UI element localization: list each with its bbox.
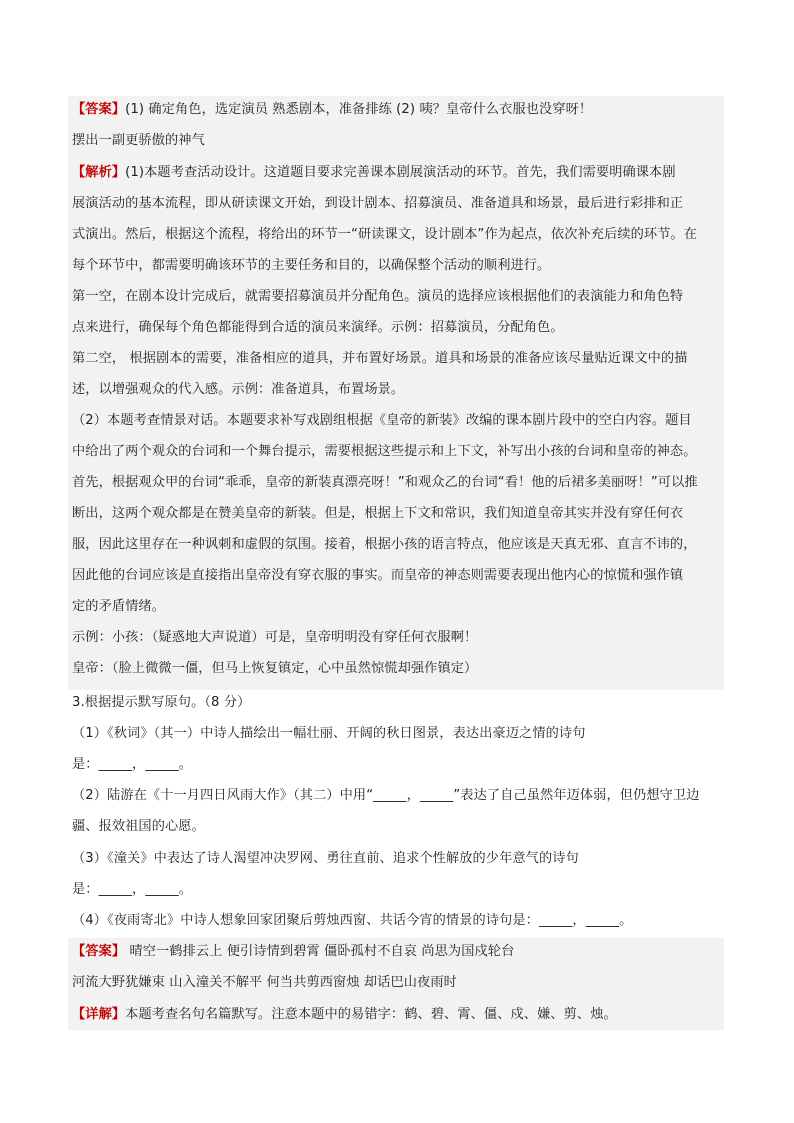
answer-line-1 [72,100,592,120]
answer-tag: 【答案】 [72,102,126,117]
question-line: （4）《夜雨寄北》中诗人想象回家团聚后剪烛西窗、共话今宵的情景的诗句是：_____，_____。 [72,913,633,928]
question-line: （2）陆游在《十一月四日风雨大作》（其二）中用“_____，_____”表达了自己虽然年迈体弱，但仍想守卫边 [72,788,700,803]
analysis-line: 皇帝：（脸上微微一僵，但马上恢复镇定，心中虽然惊慌却强作镇定） [72,661,478,676]
analysis-line-1 [72,163,676,183]
analysis-line: 服，因此这里存在一种讽刺和虚假的氛围。接着，根据小孩的语言特点，他应该是天真无邪、直言不讳的， [72,537,697,552]
detail-text: 本题考查名句名篇默写。注意本题中的易错字：鹤、碧、霄、僵、戍、嫌、剪、烛。 [125,1007,617,1022]
detail-tag: 【详解】 [72,1007,126,1022]
analysis-line: 第一空，在剧本设计完成后，就需要招募演员并分配角色。演员的选择应该根据他们的表演能力和角色特 [72,289,684,304]
analysis-line: 断出，这两个观众都是在赞美皇帝的新装。但是，根据上下文和常识，我们知道皇帝其实并没有穿任何衣 [72,506,684,521]
analysis-line: 定的矛盾情绪。 [72,599,166,614]
detail-line [72,1005,617,1025]
analysis-tag: 【解析】 [72,165,126,180]
analysis-text: (1)本题考查活动设计。这道题目要求完善课本剧展演活动的环节。首先，我们需要明确课本剧 [125,165,676,180]
answer-text: (1) 确定角色，选定演员 熟悉剧本，准备排练 (2) 咦？皇帝什么衣服也没穿呀！ [125,102,593,117]
analysis-line: 中给出了两个观众的台词和一个舞台提示，需要根据这些提示和上下文，补写出小孩的台词和皇帝的神态。 [72,444,697,459]
question-line: 是：_____，_____。 [72,757,193,772]
analysis-line: 每个环节中，都需要明确该环节的主要任务和目的，以确保整个活动的顺利进行。 [72,258,551,273]
analysis-line: 式演出。然后，根据这个流程，将给出的环节一“研读课文，设计剧本”作为起点，依次补充后续的环节。在 [72,227,698,242]
answer2-text: 晴空一鹤排云上 便引诗情到碧霄 僵卧孤村不自哀 尚思为国戍轮台 [125,944,515,959]
analysis-line: 首先，根据观众甲的台词“乖乖，皇帝的新装真漂亮呀！”和观众乙的台词“看！他的后裙多美丽呀！”可以推 [72,475,698,490]
analysis-line: 展演活动的基本流程，即从研读课文开始，到设计剧本、招募演员、准备道具和场景，最后进行彩排和正 [72,196,684,211]
answer2-line-1 [72,942,514,962]
analysis-line: （2）本题考查情景对话。本题要求补写戏剧组根据《皇帝的新装》改编的课本剧片段中的空白内容。题目 [72,413,692,428]
question-line: 是：_____，_____。 [72,882,193,897]
question-line: 疆、报效祖国的心愿。 [72,819,205,834]
answer2-tag: 【答案】 [72,944,126,959]
answer-line-2: 摆出一副更骄傲的神气 [72,133,205,148]
analysis-line: 因此他的台词应该是直接指出皇帝没有穿衣服的事实。而皇帝的神态则需要表现出他内心的惊慌和强作镇 [72,568,684,583]
analysis-line: 第二空， 根据剧本的需要，准备相应的道具，并布置好场景。道具和场景的准备应该尽量贴近课文中的描 [72,351,688,366]
answer2-line-2: 河流大野犹嫌束 山入潼关不解平 何当共剪西窗烛 却话巴山夜雨时 [72,975,457,990]
analysis-line: 述，以增强观众的代入感。示例：准备道具，布置场景。 [72,382,405,397]
question-line: （1）《秋词》（其一）中诗人描绘出一幅壮丽、开阔的秋日图景，表达出豪迈之情的诗句 [72,726,586,741]
question-heading: 3.根据提示默写原句。（8 分） [72,695,251,710]
question-line: （3）《潼关》中表达了诗人渴望冲决罗网、勇往直前、追求个性解放的少年意气的诗句 [72,851,579,866]
analysis-line: 示例：小孩：（疑惑地大声说道）可是，皇帝明明没有穿任何衣服啊！ [72,630,478,645]
analysis-line: 点来进行，确保每个角色都能得到合适的演员来演绎。示例：招募演员，分配角色。 [72,320,564,335]
